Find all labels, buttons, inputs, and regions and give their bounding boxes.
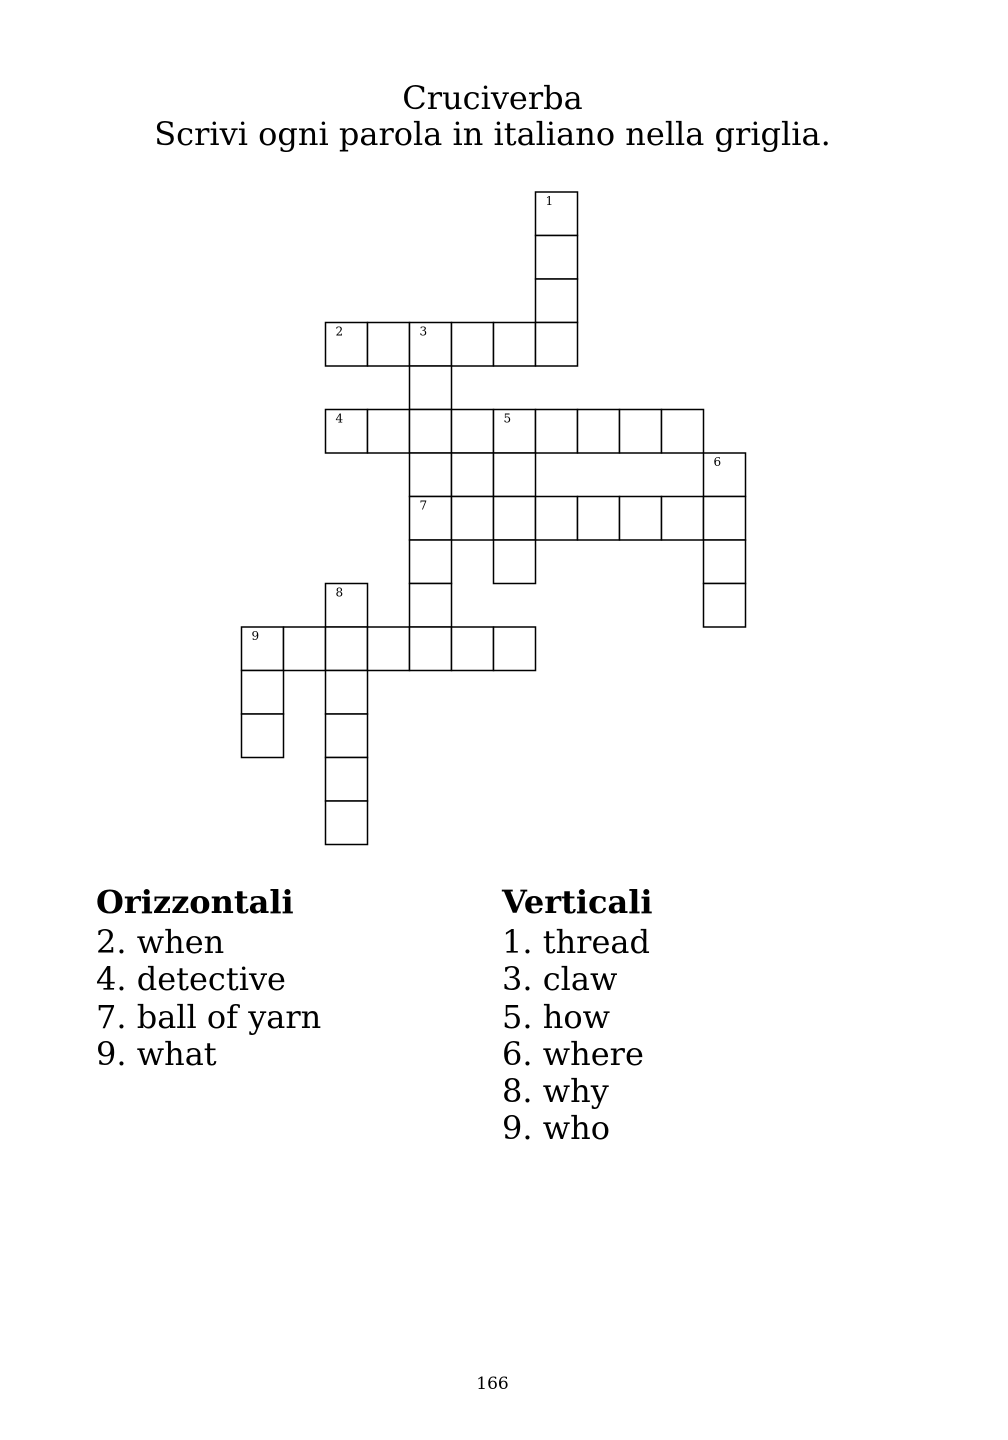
down-clues: [502, 882, 653, 1148]
crossword-cell: [704, 453, 746, 497]
crossword-cell: [452, 627, 494, 671]
page-title: Cruciverba: [402, 79, 583, 117]
crossword-cell: [410, 540, 452, 584]
across-clue: 4. detective: [96, 960, 286, 999]
crossword-cell: [452, 323, 494, 367]
crossword-cell: [536, 323, 578, 367]
crossword-cell: [326, 801, 368, 845]
across-heading: Orizzontali: [96, 883, 294, 921]
crossword-cell: [410, 453, 452, 497]
crossword-cell: [326, 627, 368, 671]
crossword-cell: [326, 584, 368, 628]
crossword-cell: [410, 366, 452, 410]
clue-number: 7: [419, 498, 428, 513]
down-heading: Verticali: [502, 883, 653, 921]
clue-number: 5: [503, 411, 512, 426]
crossword-cell: [242, 714, 284, 758]
crossword-cell: [368, 410, 410, 454]
crossword-cell: [578, 410, 620, 454]
crossword-cell: [410, 497, 452, 541]
crossword-cell: [452, 410, 494, 454]
crossword-cell: [536, 279, 578, 323]
clue-number: 6: [713, 455, 722, 469]
crossword-cell: [410, 627, 452, 671]
across-clue: 2. when: [96, 923, 225, 961]
crossword-cell: [494, 540, 536, 584]
crossword-cell: [494, 453, 536, 497]
clue-number: 2: [335, 324, 344, 339]
crossword-cell: [284, 627, 326, 671]
crossword-cell: [326, 714, 368, 758]
down-clue: 1. thread: [502, 923, 650, 961]
down-clue: 8. why: [502, 1072, 609, 1111]
crossword-cell: [368, 323, 410, 367]
crossword-cell: [326, 323, 368, 367]
crossword-cell: [620, 410, 662, 454]
clue-number: 8: [335, 585, 344, 600]
crossword-cell: [326, 410, 368, 454]
clue-number: 4: [335, 411, 344, 426]
instructions: Scrivi ogni parola in italiano nella griglia.: [154, 115, 831, 153]
across-clue: 7. ball of yarn: [96, 997, 322, 1036]
crossword-cell: [704, 540, 746, 584]
crossword-cell: [452, 497, 494, 541]
crossword-cell: [452, 453, 494, 497]
page-number: 166: [476, 1374, 509, 1394]
crossword-cell: [494, 627, 536, 671]
down-clue: 3. claw: [502, 960, 618, 999]
crossword-cell: [410, 410, 452, 454]
crossword-cell: [494, 497, 536, 541]
clue-number: 9: [251, 629, 260, 643]
crossword-cell: [326, 671, 368, 715]
crossword-cell: [536, 192, 578, 236]
crossword-cell: [242, 627, 284, 671]
down-clue: 5. how: [502, 997, 610, 1036]
crossword-cell: [704, 584, 746, 628]
crossword-cell: [242, 671, 284, 715]
crossword-cell: [704, 497, 746, 541]
crossword-cell: [662, 410, 704, 454]
crossword-cell: [494, 323, 536, 367]
crossword-cell: [536, 236, 578, 280]
down-clue: 9. who: [502, 1109, 610, 1148]
clue-number: 1: [545, 194, 554, 208]
crossword-cell: [536, 497, 578, 541]
crossword-cell: [662, 497, 704, 541]
crossword-cell: [326, 758, 368, 802]
crossword-cell: [578, 497, 620, 541]
across-clues: [96, 882, 321, 1073]
crossword-cell: [410, 584, 452, 628]
crossword-cell: [368, 627, 410, 671]
crossword-cell: [410, 323, 452, 367]
crossword-cell: [494, 410, 536, 454]
crossword-cell: [620, 497, 662, 541]
crossword-cell: [536, 410, 578, 454]
down-clue: 6. where: [502, 1034, 644, 1073]
across-clue: 9. what: [96, 1034, 217, 1073]
clue-number: 3: [419, 324, 428, 339]
